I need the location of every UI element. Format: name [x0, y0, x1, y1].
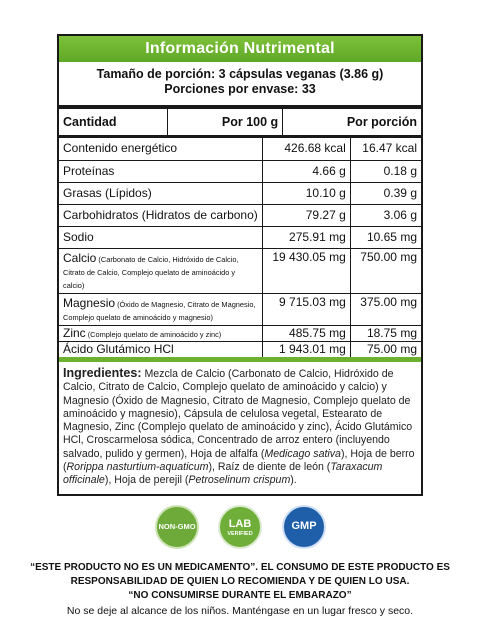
nutrient-per-100g: 4.66 g: [262, 160, 350, 182]
serving-size: Tamaño de porción: 3 cápsulas veganas (3.86 g): [96, 67, 384, 81]
header-per-100g: Por 100 g: [168, 109, 283, 135]
ingredients-part: ), Raíz de diente de león (: [208, 461, 331, 474]
nutrient-name: Grasas (Lípidos): [59, 182, 262, 204]
nutrient-name: Calcio: [63, 250, 97, 265]
serving-info: [59, 62, 421, 105]
table-row: [59, 138, 421, 160]
gmp-badge-icon: [282, 505, 326, 549]
nutrient-name: Contenido energético: [63, 141, 178, 155]
nutrient-name-cell: [59, 325, 262, 341]
table-row: [59, 204, 421, 226]
nutrient-name: Zinc: [63, 325, 86, 340]
storage-note: No se deje al alcance de los niños. Manténgase en un lugar fresco y seco.: [66, 605, 414, 617]
nutrient-per-100g: 426.68 kcal: [262, 138, 350, 160]
nutrient-name-cell: [59, 293, 262, 325]
scientific-name: Medicago sativa: [264, 447, 341, 460]
header-per-serving: Por porción: [283, 109, 421, 135]
badge-sublabel: VERIFIED: [227, 531, 253, 537]
nutrient-per-100g: 19 430.05 mg: [262, 248, 350, 293]
nutrient-per-100g: 10.10 g: [262, 182, 350, 204]
nutrient-name-cell: [59, 248, 262, 293]
nutrient-sources: (Complejo quelato de aminoácido y zinc): [85, 329, 222, 339]
nutrient-name: Sodio: [59, 226, 262, 248]
nutrition-facts-panel: [57, 34, 423, 496]
table-row: [59, 226, 421, 248]
ingredients-label: Ingredientes:: [63, 366, 142, 380]
table-row: [59, 248, 421, 293]
nutrient-name: Proteínas: [59, 160, 262, 182]
table-row: [59, 182, 421, 204]
table-header: [59, 109, 421, 135]
warning-line: “ESTE PRODUCTO NO ES UN MEDICAMENTO”. EL CONSUMO DE ESTE PRODUCTO ES: [30, 562, 450, 573]
nutrient-sources: (Óxido de Magnesio, Citrato de Magnesio, Complejo quelato de aminoácido y magnesio): [63, 299, 256, 322]
scientific-name: Taraxacum officinale: [63, 461, 383, 487]
nutrient-per-serving: 750.00 mg: [350, 248, 421, 293]
ingredients-part: ), Hoja de perejil (: [104, 474, 189, 487]
nutrition-rows: [59, 138, 421, 357]
badge-label: NON-GMO: [158, 522, 196, 531]
table-row: [59, 293, 421, 325]
nutrient-per-serving: 3.06 g: [350, 204, 421, 226]
nutrient-per-100g: 485.75 mg: [262, 325, 350, 341]
non-gmo-badge-icon: [155, 505, 199, 549]
scientific-name: Petroselinum crispum: [188, 474, 291, 487]
nutrient-sources: (Carbonato de Calcio, Hidróxido de Calcio, Citrato de Calcio, Complejo quelato de aminoácido y calcio): [63, 254, 239, 290]
nutrient-per-serving: 18.75 mg: [350, 325, 421, 341]
nutrient-per-serving: 375.00 mg: [350, 293, 421, 325]
nutrient-name: Ácido Glutámico HCl: [59, 341, 262, 357]
ingredients-part: ).: [290, 474, 297, 487]
header-cantidad: Cantidad: [63, 115, 117, 129]
nutrient-name: Magnesio: [63, 295, 116, 310]
badge-label: LAB: [228, 518, 252, 530]
nutrient-per-serving: 10.65 mg: [350, 226, 421, 248]
ingredients-text: [59, 362, 421, 488]
nutrient-per-serving: 16.47 kcal: [350, 138, 421, 160]
table-row: [59, 325, 421, 341]
scientific-name: Rorippa nasturtium-aquaticum: [66, 461, 209, 474]
nutrient-per-100g: 79.27 g: [262, 204, 350, 226]
nutrition-table: [59, 109, 421, 135]
footer-disclaimer: [0, 561, 480, 619]
lab-verified-badge-icon: [218, 505, 262, 549]
warning-line: RESPONSABILIDAD DE QUIEN LO RECOMIENDA Y DE QUIEN LO USA.: [70, 576, 410, 587]
servings-per-container: Porciones por envase: 33: [164, 82, 316, 96]
ingredients-part: Mezcla de Calcio (Carbonato de Calcio, Hidróxido de Calcio, Citrato de Calcio, Complejo quelato de aminoácido y calcio) y Magnesio (Óxido de Magnesio, Citrato de Magnesio, Complejo quelato de aminoácido y magnesio), Cápsula de celulosa vegetal, Estearato de Magnesio, Zinc (Complejo quelato de aminoácido y zinc), Ácido Glutámico HCl, Croscarmelosa sódica, Concentrado de arroz entero (incluyendo salvado, pulido y germen), Hoja de alfalfa (: [63, 368, 413, 460]
table-row: [59, 341, 421, 357]
nutrient-per-serving: 75.00 mg: [350, 341, 421, 357]
badge-label: GMP: [291, 520, 317, 532]
nutrient-per-serving: 0.39 g: [350, 182, 421, 204]
nutrient-per-100g: 275.91 mg: [262, 226, 350, 248]
nutrient-per-100g: 1 943.01 mg: [262, 341, 350, 357]
warning-line: “NO CONSUMIRSE DURANTE EL EMBARAZO”: [128, 590, 352, 601]
nutrient-per-serving: 0.18 g: [350, 160, 421, 182]
ingredients-part: ), Hoja de berro (: [63, 447, 415, 474]
certification-badges: [0, 505, 480, 551]
nutrient-name: Carbohidratos (Hidratos de carbono): [59, 204, 262, 226]
panel-title: Información Nutrimental: [59, 36, 421, 62]
nutrient-per-100g: 9 715.03 mg: [262, 293, 350, 325]
table-row: [59, 160, 421, 182]
